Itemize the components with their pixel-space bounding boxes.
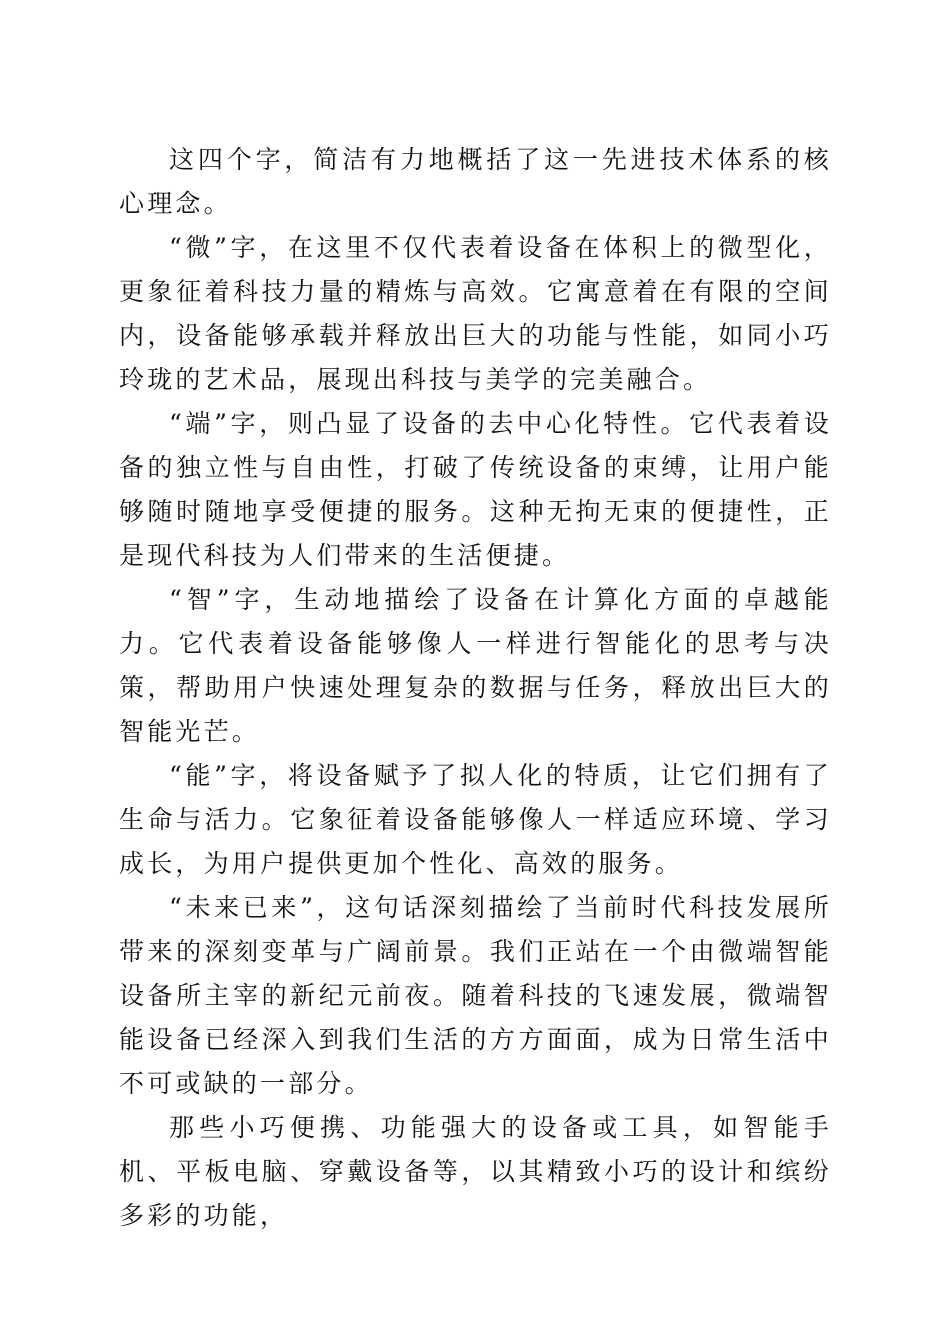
paragraph-1: 这四个字，简洁有力地概括了这一先进技术体系的核心理念。: [119, 145, 832, 218]
paragraph-4: “智”字，生动地描绘了设备在计算化方面的卓越能力。它代表着设备能够像人一样进行智能化的思考与决策，帮助用户快速处理复杂的数据与任务，释放出巨大的智能光芒。: [119, 585, 832, 746]
paragraph-7: 那些小巧便携、功能强大的设备或工具，如智能手机、平板电脑、穿戴设备等，以其精致小巧的设计和缤纷多彩的功能，: [119, 1113, 832, 1230]
paragraph-3: “端”字，则凸显了设备的去中心化特性。它代表着设备的独立性与自由性，打破了传统设备的束缚，让用户能够随时随地享受便捷的服务。这种无拘无束的便捷性，正是现代科技为人们带来的生活便捷。: [119, 409, 832, 570]
paragraph-6: “未来已来”，这句话深刻描绘了当前时代科技发展所带来的深刻变革与广阔前景。我们正站在一个由微端智能设备所主宰的新纪元前夜。随着科技的飞速发展，微端智能设备已经深入到我们生活的方方面面，成为日常生活中不可或缺的一部分。: [119, 893, 832, 1098]
paragraph-2: “微”字，在这里不仅代表着设备在体积上的微型化，更象征着科技力量的精炼与高效。它寓意着在有限的空间内，设备能够承载并释放出巨大的功能与性能，如同小巧玲珑的艺术品，展现出科技与美学的完美融合。: [119, 233, 832, 394]
paragraph-5: “能”字，将设备赋予了拟人化的特质，让它们拥有了生命与活力。它象征着设备能够像人一样适应环境、学习成长，为用户提供更加个性化、高效的服务。: [119, 761, 832, 878]
document-body: [119, 138, 832, 1238]
